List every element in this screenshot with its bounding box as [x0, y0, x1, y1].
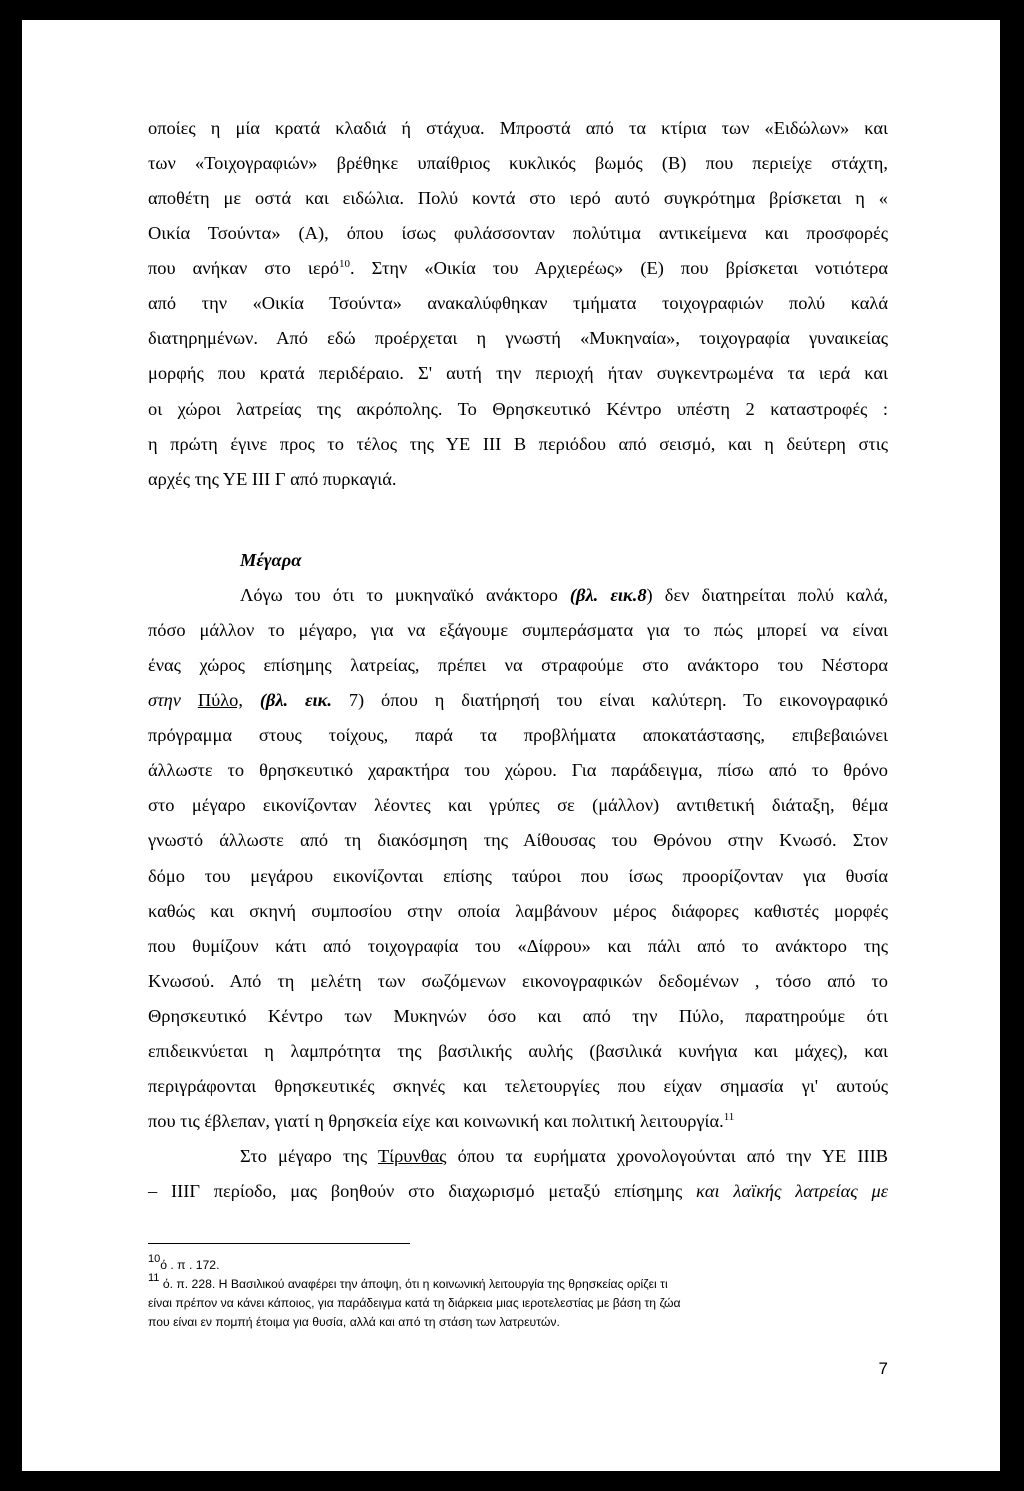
footnote-11-line-3: που είναι εν πομπή έτοιμα για θυσία, αλλά και από τη στάση των λατρευτών.: [148, 1315, 560, 1329]
section-line-17: [240, 1144, 888, 1168]
page-number: 7: [878, 1359, 888, 1378]
body-line-6: από την «Οικία Τσούντα» ανακαλύφθηκαν τμήματα τοιχογραφιών πολύ καλά: [148, 293, 888, 313]
section-line-3: ένας χώρος επίσημης λατρείας, πρέπει να στραφούμε στο ανάκτορο του Νέστορα: [148, 655, 888, 675]
body-line-5: [148, 256, 888, 280]
section-line-1: [240, 583, 888, 607]
body-line-5-start: που ανήκαν στο ιερό: [148, 258, 339, 278]
section-line-4: [148, 688, 888, 712]
section-line-1-start: Λόγω του ότι το μυκηναϊκό ανάκτορο: [240, 585, 558, 605]
figure-ref-8: (βλ. εικ.8: [569, 585, 647, 605]
section-line-11: που θυμίζουν κάτι από τοιχογραφία του «Δίφρου» και πάλι από το ανάκτορο της: [148, 936, 888, 956]
footnote-11: [148, 1272, 888, 1293]
body-line-3: αποθέτη με οστά και ειδώλια. Πολύ κοντά στο ιερό αυτό συγκρότημα βρίσκεται η «: [148, 188, 888, 208]
footnote-ref-11[interactable]: 11: [723, 1111, 735, 1123]
section-line-8: γνωστό άλλωστε από τη διακόσμηση της Αίθουσας του Θρόνου στην Κνωσό. Στον: [148, 830, 888, 850]
section-heading: Μέγαρα: [240, 550, 302, 570]
footnote-10-number: 10: [148, 1253, 161, 1265]
section-line-12: Κνωσού. Από τη μελέτη των σωζόμενων εικονογραφικών δεδομένων , τόσο από το: [148, 971, 888, 991]
section-line-16: [148, 1109, 888, 1133]
document-page: [22, 20, 1000, 1471]
section-line-16-text: που τις έβλεπαν, γιατί η θρησκεία είχε και κοινωνική και πολιτική λειτουργία.: [148, 1111, 724, 1131]
footnote-10: [148, 1253, 888, 1274]
footnote-separator: [148, 1243, 410, 1244]
body-line-11: αρχές της ΥΕ ΙΙΙ Γ από πυρκαγιά.: [148, 469, 397, 489]
footnote-10-text: ό . π . 172.: [160, 1258, 220, 1272]
section-line-10: καθώς και σκηνή συμποσίου στην οποία λαμβάνουν μέρος διάφορες καθιστές μορφές: [148, 901, 888, 921]
section-line-18-italic: και λαϊκής λατρείας με: [696, 1181, 888, 1201]
section-line-17-end: όπου τα ευρήματα χρονολογούνται από την ΥΕ ΙΙΙΒ: [457, 1146, 889, 1166]
body-line-4: Οικία Τσούντα» (Α), όπου ίσως φυλάσσονταν πολύτιμα αντικείμενα και προσφορές: [148, 223, 888, 243]
footnote-ref-10[interactable]: 10: [338, 258, 350, 270]
body-line-8: μορφής που κρατά περιδέραιο. Σ' αυτή την περιοχή ήταν συγκεντρωμένα τα ιερά και: [148, 363, 888, 383]
pylos-link: Πύλο,: [197, 690, 243, 710]
footnote-11-number: 11: [148, 1272, 160, 1284]
section-line-2: πόσο μάλλον το μέγαρο, για να εξάγουμε συμπεράσματα για το πώς μπορεί να είναι: [148, 620, 888, 640]
body-line-5-end: . Στην «Οικία του Αρχιερέως» (Ε) που βρίσκεται νοτιότερα: [349, 258, 888, 278]
section-line-6: άλλωστε το θρησκευτικό χαρακτήρα του χώρου. Για παράδειγμα, πίσω από το θρόνο: [148, 760, 888, 780]
tiryns-link: Τίρυνθας: [377, 1146, 447, 1166]
section-line-18: [148, 1179, 888, 1203]
section-line-7: στο μέγαρο εικονίζονταν λέοντες και γρύπες σε (μάλλον) αντιθετική διάταξη, θέμα: [148, 795, 888, 815]
italic-stin: στην: [148, 690, 181, 710]
body-line-7: διατηρημένων. Από εδώ προέρχεται η γνωστή «Μυκηναία», τοιχογραφία γυναικείας: [148, 328, 888, 348]
section-line-14: επιδεικνύεται η λαμπρότητα της βασιλικής αυλής (βασιλικά κυνήγια και μάχες), και: [148, 1041, 888, 1061]
section-line-18-start: – ΙΙΙΓ περίοδο, μας βοηθούν στο διαχωρισμό μεταξύ επίσημης: [148, 1181, 683, 1201]
figure-ref-7: (βλ. εικ.: [259, 690, 332, 710]
body-line-2: των «Τοιχογραφιών» βρέθηκε υπαίθριος κυκλικός βωμός (Β) που περιείχε στάχτη,: [148, 153, 888, 173]
section-line-15: περιγράφονται θρησκευτικές σκηνές και τελετουργίες που είχαν σημασία γι' αυτούς: [148, 1076, 888, 1096]
section-line-5: πρόγραμμα στους τοίχους, παρά τα προβλήματα αποκατάστασης, επιβεβαιώνει: [148, 725, 888, 745]
footnote-11-text: ό. π. 228. Η Βασιλικού αναφέρει την άποψη, ότι η κοινωνική λειτουργία της θρησκείας ορίζει τι: [162, 1277, 668, 1291]
section-line-13: Θρησκευτικό Κέντρο των Μυκηνών όσο και από την Πύλο, παρατηρούμε ότι: [148, 1006, 888, 1026]
body-line-1: οποίες η μία κρατά κλαδιά ή στάχυα. Μπροστά από τα κτίρια των «Ειδώλων» και: [148, 118, 888, 138]
body-line-9: οι χώροι λατρείας της ακρόπολης. Το Θρησκευτικό Κέντρο υπέστη 2 καταστροφές :: [148, 399, 888, 419]
footnote-11-line-2: είναι πρέπον να κάνει κάποιος, για παράδειγμα κατά τη διάρκεια μιας ιεροτελεστίας με βάση τη ζώα: [148, 1296, 681, 1310]
section-line-17-start: Στο μέγαρο της: [240, 1146, 368, 1166]
section-line-9: δόμο του μεγάρου εικονίζονται επίσης ταύροι που ίσως προορίζονταν για θυσία: [148, 866, 888, 886]
section-line-1-end: ) δεν διατηρείται πολύ καλά,: [646, 585, 888, 605]
body-line-10: η πρώτη έγινε προς το τέλος της ΥΕ ΙΙΙ Β περιόδου από σεισμό, και η δεύτερη στις: [148, 434, 888, 454]
section-line-4-end: 7) όπου η διατήρησή του είναι καλύτερη. Το εικονογραφικό: [348, 690, 888, 710]
